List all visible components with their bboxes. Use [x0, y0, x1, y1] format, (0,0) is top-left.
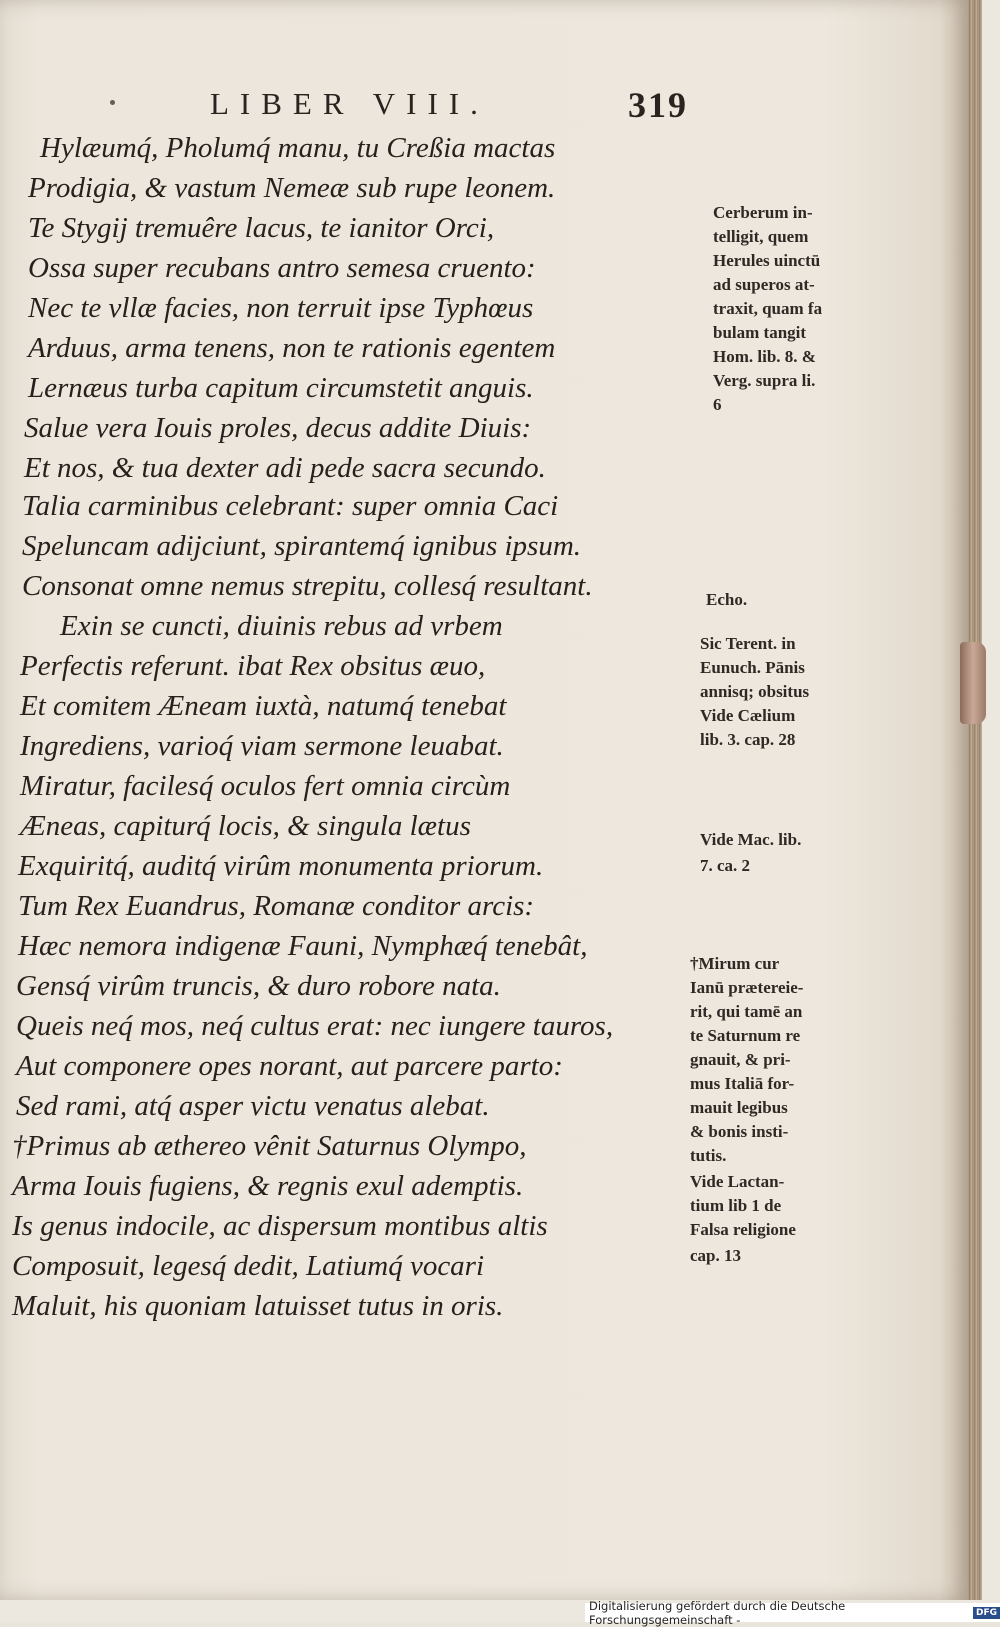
marginal-note-line: & bonis insti- [690, 1122, 789, 1141]
marginal-note-line: tium lib 1 de [690, 1196, 782, 1215]
marginal-note-line: lib. 3. cap. 28 [700, 730, 796, 749]
verse-line: Hylæumq́, Pholumq́ manu, tu Creßia mactas [40, 132, 556, 164]
verse-line: Lernæus turba capitum circumstetit anguis. [28, 372, 534, 404]
marginal-note-line: †Mirum cur [690, 954, 780, 973]
marginal-note-line: mus Italiā for- [690, 1074, 795, 1093]
marginal-note-line: gnauit, & pri- [690, 1050, 791, 1069]
marginal-note-line: Ianū prætereie- [690, 978, 804, 997]
verse-line: Perfectis referunt. ibat Rex obsitus æuo, [20, 650, 486, 682]
bookmark-tab [960, 642, 986, 724]
marginal-note-line: Echo. [706, 590, 748, 609]
verse-line: Aut componere opes norant, aut parcere parto: [16, 1050, 563, 1082]
verse-line: Miratur, facilesq́ oculos fert omnia circùm [20, 770, 511, 802]
marginal-note-line: Hom. lib. 8. & [713, 347, 816, 366]
verse-line: Maluit, his quoniam latuisset tutus in oris. [12, 1290, 504, 1322]
marginal-note-line: Vide Cælium [700, 706, 796, 725]
marginal-note-line: annisq; obsitus [700, 682, 810, 701]
verse-line: Composuit, legesq́ dedit, Latiumq́ vocari [12, 1250, 485, 1282]
marginal-note-line: Sic Terent. in [700, 634, 796, 653]
verse-line: Prodigia, & vastum Nemeæ sub rupe leonem. [28, 172, 556, 204]
verse-line: Tum Rex Euandrus, Romanæ conditor arcis: [18, 890, 535, 922]
verse-line: Speluncam adijciunt, spirantemq́ ignibus ipsum. [22, 530, 582, 562]
page-edge [968, 0, 982, 1600]
dfg-logo-icon: DFG [973, 1607, 1000, 1619]
page-number: 319 [628, 85, 688, 125]
marginal-note-line: 7. ca. 2 [700, 856, 751, 875]
verse-line: Consonat omne nemus strepitu, collesq́ resultant. [22, 570, 593, 602]
marginal-note-line: ad superos at- [713, 275, 815, 294]
marginal-note-line: Cerberum in- [713, 203, 813, 222]
verse-line: Sed rami, atq́ asper victu venatus alebat. [16, 1090, 490, 1122]
marginal-note-line: Vide Lactan- [690, 1172, 785, 1191]
verse-line: Nec te vllæ facies, non terruit ipse Typhœus [28, 292, 534, 324]
marginal-note-line: te Saturnum re [690, 1026, 801, 1045]
verse-line: Hæc nemora indigenæ Fauni, Nymphæq́ tenebât, [18, 930, 588, 962]
verse-line: Arduus, arma tenens, non te rationis egentem [28, 332, 556, 364]
verse-line: †Primus ab æthereo vênit Saturnus Olympo, [12, 1130, 527, 1162]
marginal-note-line: Vide Mac. lib. [700, 830, 802, 849]
verse-line: Æneas, capiturq́ locis, & singula lætus [20, 810, 471, 842]
verse-line: Arma Iouis fugiens, & regnis exul ademptis. [12, 1170, 524, 1202]
verse-line: Salue vera Iouis proles, decus addite Diuis: [24, 412, 532, 444]
verse-line: Talia carminibus celebrant: super omnia Caci [22, 490, 559, 522]
verse-line: Et comitem Æneam iuxtà, natumq́ tenebat [20, 690, 507, 722]
marginal-note-line: Verg. supra li. [713, 371, 816, 390]
footer-text: Digitalisierung gefördert durch die Deutsche Forschungsgemeinschaft - [589, 1598, 846, 1627]
marginal-note-line: telligit, quem [713, 227, 809, 246]
verse-line: Et nos, & tua dexter adi pede sacra secundo. [24, 452, 546, 484]
verse-line: Is genus indocile, ac dispersum montibus altis [12, 1210, 548, 1242]
marginal-note-line: tutis. [690, 1146, 727, 1165]
running-title: LIBER VIII. [210, 86, 489, 121]
marginal-note-line: Herules uinctū [713, 251, 821, 270]
verse-line: Queis neq́ mos, neq́ cultus erat: nec iungere tauros, [16, 1010, 614, 1042]
marginal-note-line: rit, qui tamē an [690, 1002, 803, 1021]
verse-line: Exin se cuncti, diuinis rebus ad vrbem [60, 610, 503, 642]
digitization-footer [585, 1598, 1000, 1627]
verse-line: Exquiritq́, auditq́ virûm monumenta priorum. [18, 850, 544, 882]
marginal-note-line: bulam tangit [713, 323, 807, 342]
running-header [0, 86, 968, 134]
marginal-note-line: traxit, quam fa [713, 299, 823, 318]
marginal-note-line: 6 [713, 395, 722, 414]
marginal-note-line: mauit legibus [690, 1098, 788, 1117]
verse-line: Te Stygij tremuêre lacus, te ianitor Orci, [28, 212, 495, 244]
verse-line: Ingrediens, varioq́ viam sermone leuabat. [20, 730, 504, 762]
marginal-note-line: cap. 13 [690, 1246, 741, 1265]
marginal-note-line: Eunuch. Pānis [700, 658, 805, 677]
verse-line: Gensq́ virûm truncis, & duro robore nata. [16, 970, 501, 1002]
verse-line: Ossa super recubans antro semesa cruento: [28, 252, 536, 284]
marginal-note-line: Falsa religione [690, 1220, 796, 1239]
